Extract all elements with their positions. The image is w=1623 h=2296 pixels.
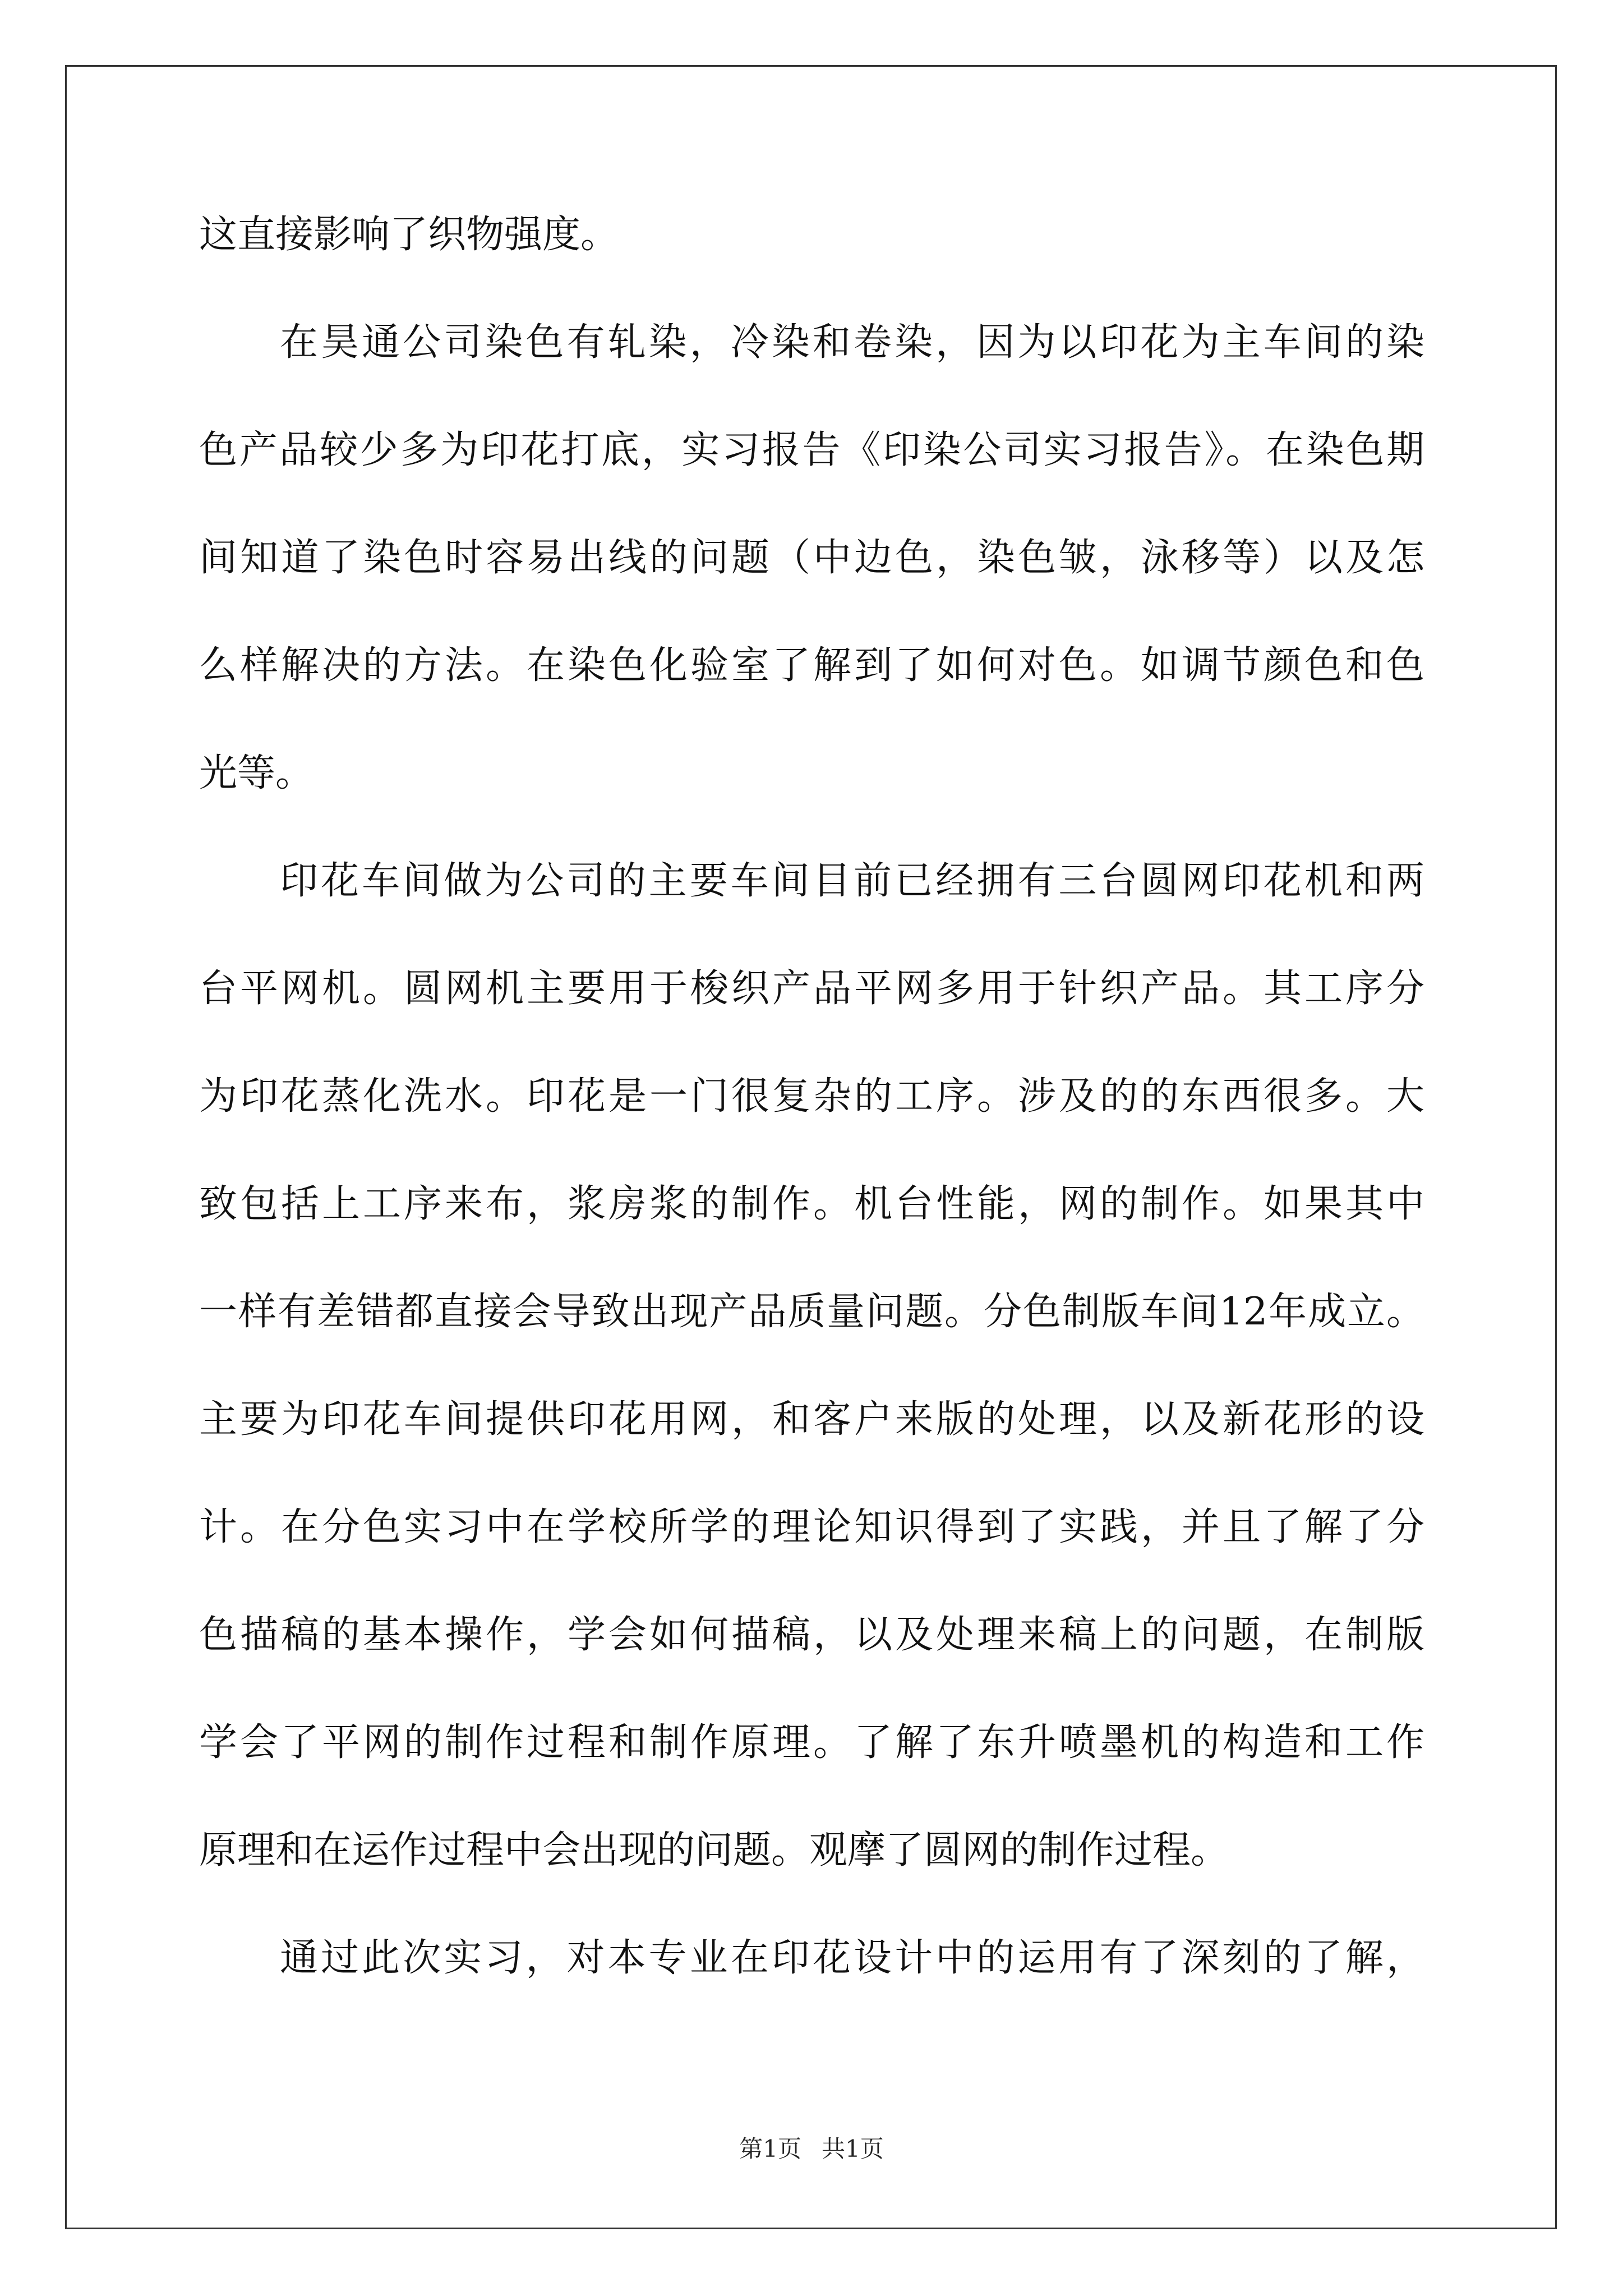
text-line: 色产品较少多为印花打底，实习报告《印染公司实习报告》。在染色期 (199, 428, 1424, 472)
text-line: 为印花蒸化洗水。印花是一门很复杂的工序。涉及的的东西很多。大 (199, 1074, 1424, 1119)
page-total: 共1页 (822, 2135, 884, 2162)
page-footer (0, 2137, 1623, 2161)
text-line: 光等。 (199, 751, 314, 795)
text-line: 致包括上工序来布，浆房浆的制作。机台性能，网的制作。如果其中 (199, 1182, 1424, 1226)
text-line: 这直接影响了织物强度。 (199, 213, 619, 257)
text-line: 一样有差错都直接会导致出现产品质量问题。分色制版车间12年成立。 (199, 1290, 1424, 1334)
text-line: 印花车间做为公司的主要车间目前已经拥有三台圆网印花机和两 (280, 859, 1424, 903)
text-line: 间知道了染色时容易出线的问题（中边色，染色皱，泳移等）以及怎 (199, 536, 1424, 580)
page-number: 第1页 (739, 2135, 801, 2162)
text-line: 学会了平网的制作过程和制作原理。了解了东升喷墨机的构造和工作 (199, 1720, 1424, 1765)
text-line: 台平网机。圆网机主要用于梭织产品平网多用于针织产品。其工序分 (199, 967, 1424, 1011)
text-line: 通过此次实习，对本专业在印花设计中的运用有了深刻的了解， (280, 1936, 1424, 1980)
text-line: 色描稿的基本操作，学会如何描稿，以及处理来稿上的问题，在制版 (199, 1613, 1424, 1657)
text-line: 在昊通公司染色有轧染，冷染和卷染，因为以印花为主车间的染 (280, 320, 1424, 365)
page-border (65, 65, 1557, 2229)
text-line: 么样解决的方法。在染色化验室了解到了如何对色。如调节颜色和色 (199, 643, 1424, 688)
text-line: 原理和在运作过程中会出现的问题。观摩了圆网的制作过程。 (199, 1828, 1229, 1872)
text-line: 计。在分色实习中在学校所学的理论知识得到了实践，并且了解了分 (199, 1505, 1424, 1549)
text-line: 主要为印花车间提供印花用网，和客户来版的处理，以及新花形的设 (199, 1397, 1424, 1442)
